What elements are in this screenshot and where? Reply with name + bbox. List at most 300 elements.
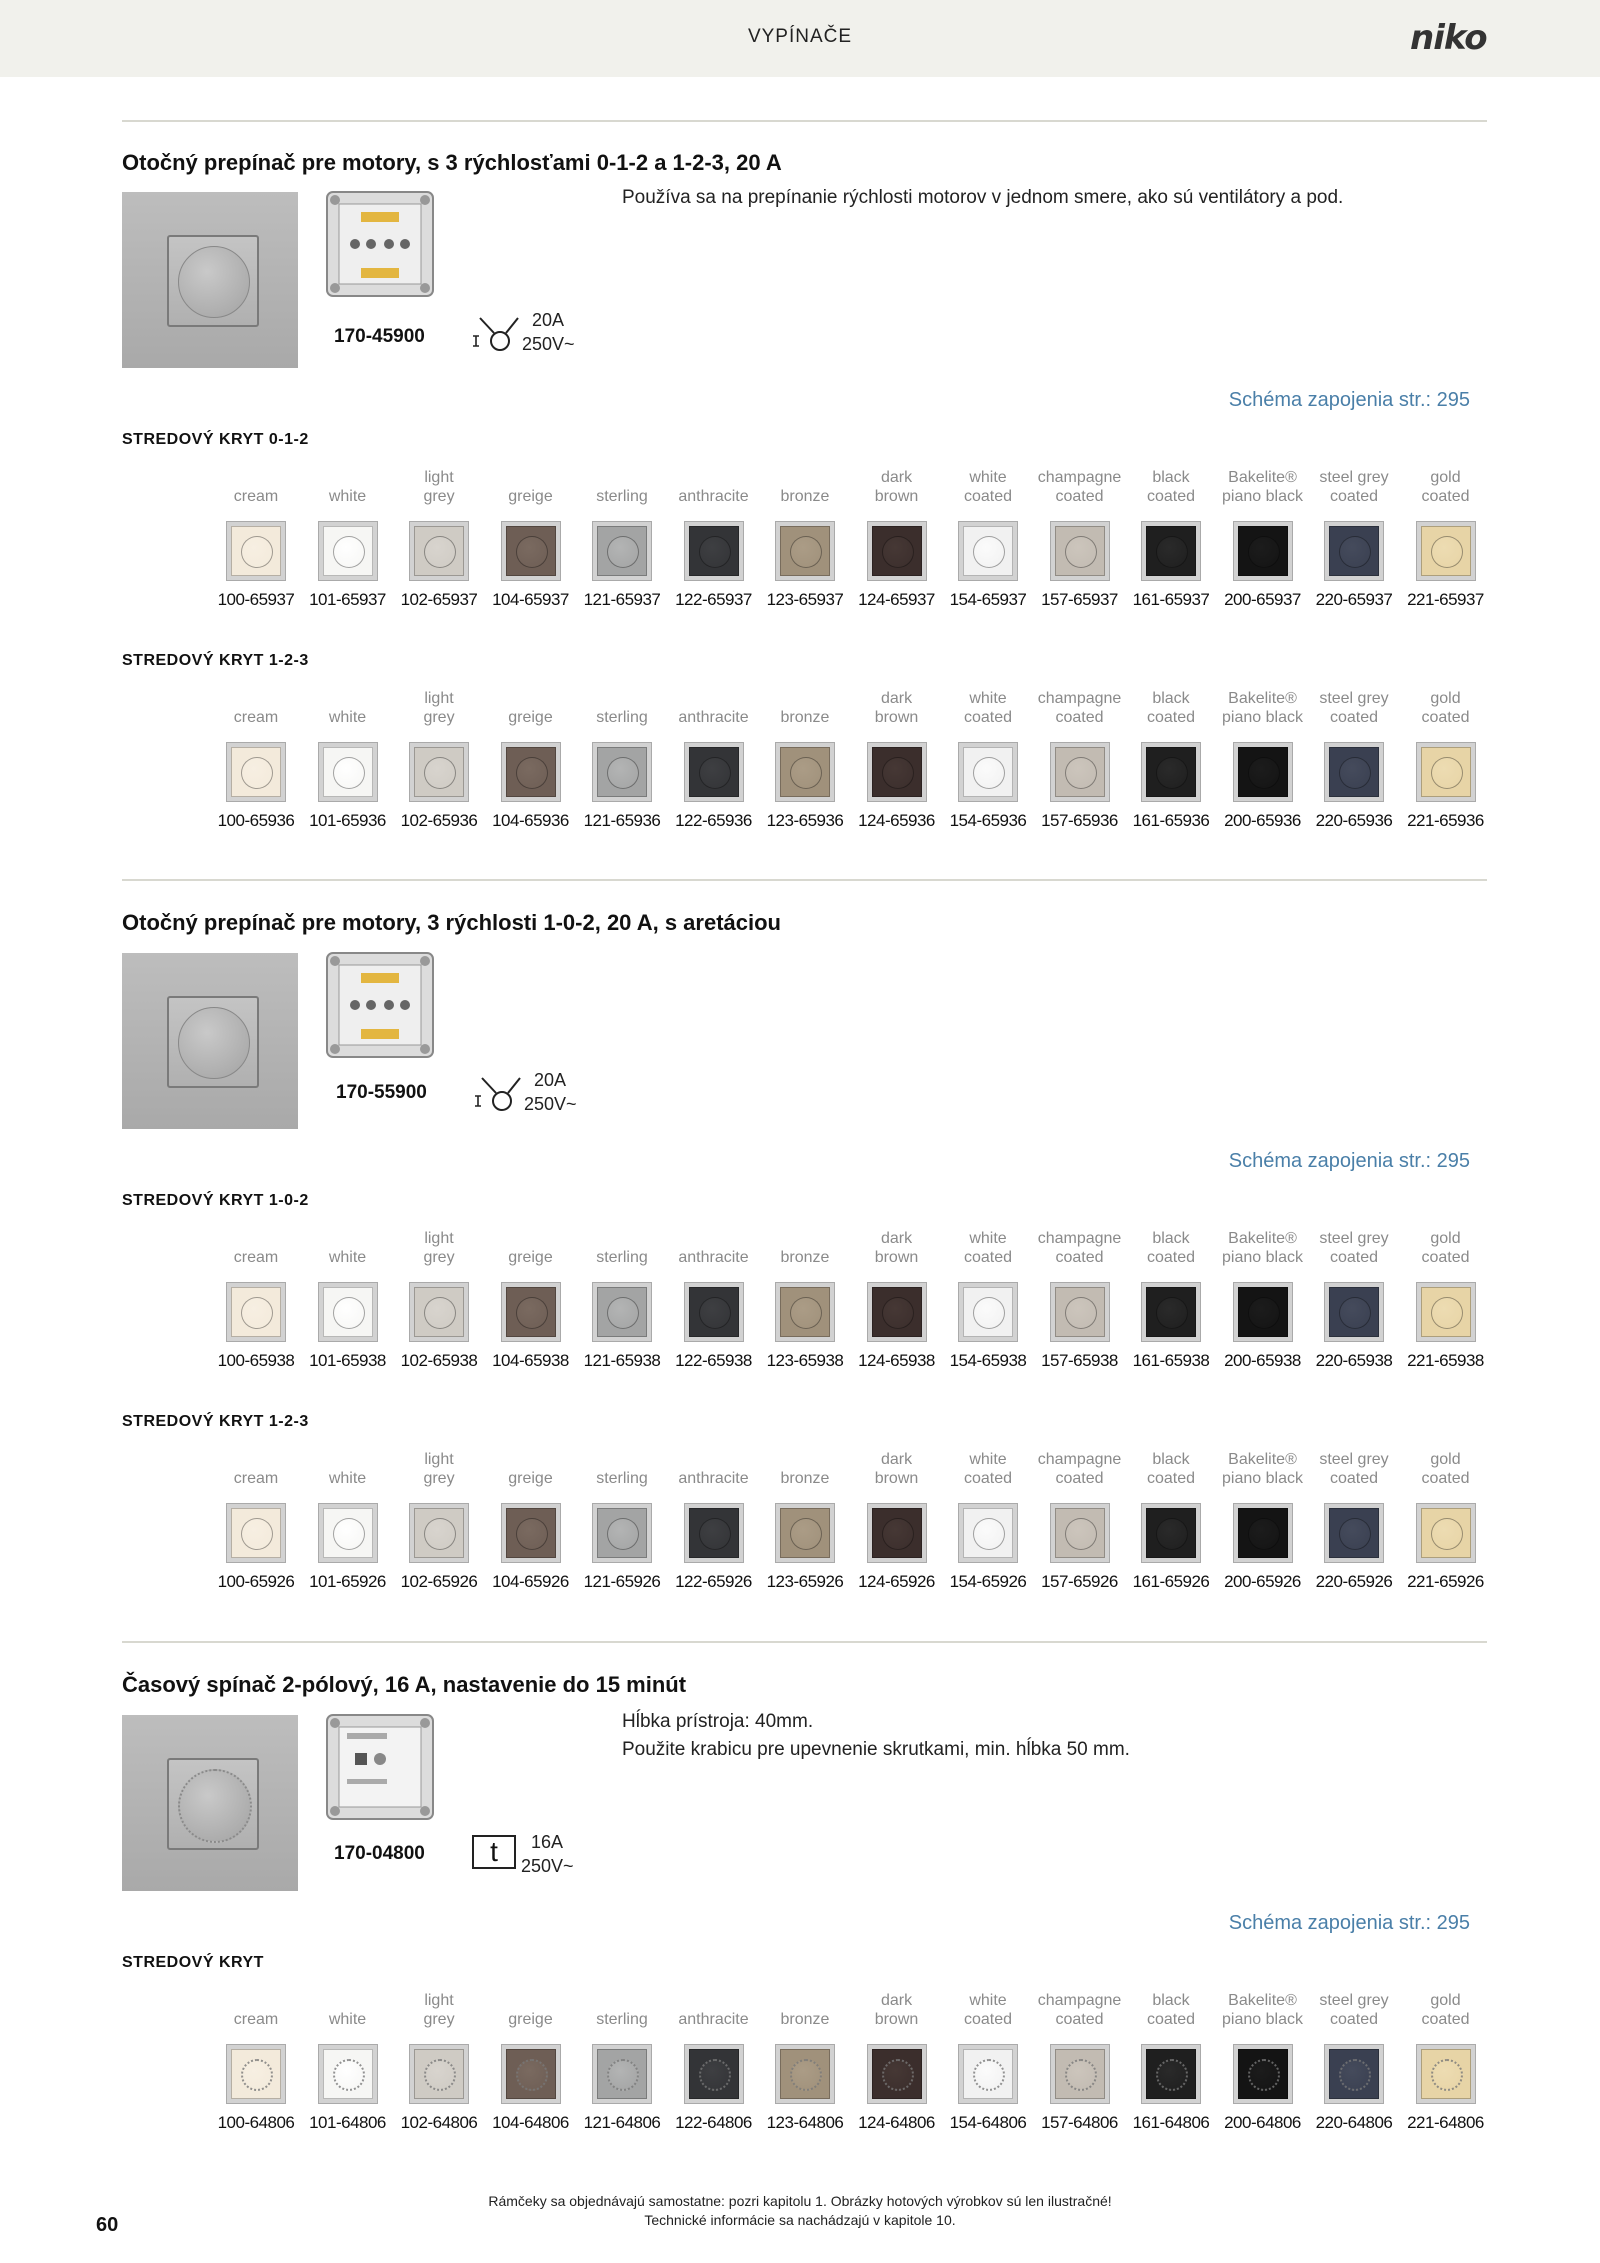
- color-name-line2: piano black: [1222, 1249, 1303, 1266]
- color-name-line2: anthracite: [678, 709, 749, 726]
- color-name: [576, 1229, 668, 1269]
- color-name: [1400, 1991, 1492, 2031]
- cover-swatch: [1416, 1282, 1476, 1342]
- article-code: 121-65938: [583, 1351, 661, 1370]
- color-name-line2: cream: [233, 1249, 279, 1266]
- article-code: 123-65926: [766, 1572, 844, 1591]
- product-photo: [122, 1715, 298, 1891]
- color-name-line1: gold: [1430, 469, 1461, 486]
- color-name: [942, 1991, 1034, 2031]
- color-name-line1: gold: [1430, 1992, 1461, 2009]
- cover-group-label: STREDOVÝ KRYT: [122, 1954, 264, 1971]
- article-code: 101-65938: [309, 1351, 386, 1370]
- color-name-line2: coated: [963, 709, 1013, 726]
- cover-swatch: [1141, 1503, 1201, 1563]
- part-number: 170-55900: [336, 1082, 427, 1103]
- color-name: [668, 1229, 760, 1269]
- color-name-line2: coated: [1055, 709, 1104, 726]
- article-code: 221-65936: [1407, 811, 1484, 830]
- cover-swatch: [501, 1503, 561, 1563]
- color-name-line2: brown: [874, 488, 919, 505]
- color-name: [302, 468, 394, 508]
- color-name-line1: dark: [880, 1230, 913, 1247]
- mechanism-image: [325, 951, 435, 1059]
- cover-swatch: [1050, 2044, 1110, 2104]
- article-code: 221-65937: [1407, 590, 1484, 609]
- color-name: [1125, 468, 1217, 508]
- mechanism-image: [325, 190, 435, 298]
- cover-swatch: [318, 1282, 378, 1342]
- article-code: 104-65938: [492, 1351, 569, 1370]
- article-code: 104-64806: [492, 2113, 569, 2132]
- color-name-line2: coated: [1329, 709, 1379, 726]
- cover-swatch: [592, 742, 652, 802]
- cover-swatch: [318, 742, 378, 802]
- article-code: 100-65936: [217, 811, 295, 830]
- color-name-line1: white: [969, 469, 1007, 486]
- color-name: [302, 1450, 394, 1490]
- color-name-line2: cream: [233, 488, 279, 505]
- color-name-line2: coated: [1421, 488, 1470, 505]
- cover-swatch: [1050, 1282, 1110, 1342]
- article-code: 102-64806: [400, 2113, 478, 2132]
- color-name: [759, 689, 851, 729]
- divider: [122, 879, 1487, 881]
- article-code: 124-65937: [858, 590, 935, 609]
- article-code: 220-65926: [1315, 1572, 1393, 1591]
- divider: [122, 120, 1487, 122]
- color-name: [942, 689, 1034, 729]
- wiring-diagram-link[interactable]: Schéma zapojenia str.: 295: [1228, 1912, 1470, 1934]
- color-name-line2: white: [328, 1470, 367, 1487]
- mechanism-image: [325, 1713, 435, 1821]
- color-name: [851, 468, 943, 508]
- cover-swatch: [1416, 2044, 1476, 2104]
- color-name-line2: cream: [233, 2011, 279, 2028]
- article-code: 221-65938: [1407, 1351, 1484, 1370]
- rating: [524, 1068, 577, 1116]
- cover-swatch: [867, 1282, 927, 1342]
- cover-swatch: [1233, 521, 1293, 581]
- article-code: 157-65937: [1041, 590, 1118, 609]
- color-name: [1125, 689, 1217, 729]
- article-code: 200-65937: [1224, 590, 1301, 609]
- color-name-line1: light: [424, 469, 454, 486]
- color-name-line2: grey: [423, 2011, 455, 2028]
- color-name-line2: white: [328, 709, 367, 726]
- color-name: [1308, 689, 1400, 729]
- color-name-line2: coated: [963, 1249, 1013, 1266]
- color-name: [210, 689, 302, 729]
- article-code: 157-65936: [1041, 811, 1118, 830]
- color-variant-grid: [0, 468, 1600, 628]
- article-code: 123-64806: [766, 2113, 844, 2132]
- color-variant-grid: [0, 689, 1600, 849]
- cover-swatch: [958, 1282, 1018, 1342]
- cover-swatch: [1324, 1503, 1384, 1563]
- cover-swatch: [1141, 1282, 1201, 1342]
- cover-swatch: [1050, 1503, 1110, 1563]
- color-name-line2: grey: [423, 488, 455, 505]
- cover-swatch: [958, 521, 1018, 581]
- color-name: [1308, 468, 1400, 508]
- color-variant-grid: [0, 1991, 1600, 2151]
- color-name-line2: greige: [508, 1470, 553, 1487]
- color-name-line1: dark: [880, 1451, 913, 1468]
- color-name-line2: sterling: [596, 488, 648, 505]
- article-code: 122-65936: [675, 811, 752, 830]
- cover-swatch: [1233, 1503, 1293, 1563]
- color-name: [485, 689, 577, 729]
- article-code: 220-65936: [1315, 811, 1393, 830]
- color-name: [668, 689, 760, 729]
- color-name-line2: brown: [874, 1470, 919, 1487]
- color-name-line2: white: [328, 1249, 367, 1266]
- cover-swatch: [958, 742, 1018, 802]
- article-code: 123-65936: [766, 811, 844, 830]
- article-code: 100-65937: [217, 590, 295, 609]
- color-name-line2: coated: [1055, 1470, 1104, 1487]
- article-code: 220-64806: [1315, 2113, 1393, 2132]
- cover-swatch: [318, 521, 378, 581]
- cover-swatch: [1324, 2044, 1384, 2104]
- color-name: [302, 1991, 394, 2031]
- color-name: [759, 1991, 851, 2031]
- color-name: [393, 468, 485, 508]
- cover-swatch: [775, 2044, 835, 2104]
- color-name: [759, 1450, 851, 1490]
- color-name-line2: coated: [1146, 1249, 1196, 1266]
- color-name-line1: black: [1152, 1451, 1190, 1468]
- cover-swatch: [684, 1282, 744, 1342]
- color-name: [302, 1229, 394, 1269]
- page-number: 60: [96, 2214, 119, 2236]
- color-name-line2: sterling: [596, 709, 648, 726]
- cover-swatch: [775, 521, 835, 581]
- color-name: [210, 1450, 302, 1490]
- color-name: [1308, 1991, 1400, 2031]
- color-name-line2: coated: [1146, 709, 1196, 726]
- cover-swatch: [501, 2044, 561, 2104]
- article-code: 124-65938: [858, 1351, 935, 1370]
- cover-swatch: [592, 2044, 652, 2104]
- cover-swatch: [1233, 2044, 1293, 2104]
- section-title: Otočný prepínač pre motory, s 3 rýchlosťami 0-1-2 a 1-2-3, 20 A: [122, 150, 782, 175]
- article-code: 161-65937: [1132, 590, 1210, 609]
- color-name-line1: champagne: [1037, 1451, 1122, 1468]
- article-code: 121-64806: [583, 2113, 661, 2132]
- article-code: 104-65936: [492, 811, 569, 830]
- color-name-line1: Bakelite®: [1228, 690, 1297, 707]
- cover-group-label: STREDOVÝ KRYT 1-0-2: [122, 1192, 309, 1209]
- article-code: 122-65926: [675, 1572, 752, 1591]
- color-name-line1: steel grey: [1319, 1992, 1389, 2009]
- color-name-line2: grey: [423, 1470, 455, 1487]
- cover-swatch: [1141, 521, 1201, 581]
- cover-swatch: [1050, 521, 1110, 581]
- color-name-line2: anthracite: [678, 1249, 749, 1266]
- article-code: 121-65937: [583, 590, 661, 609]
- color-name-line1: black: [1152, 690, 1190, 707]
- color-name: [1125, 1450, 1217, 1490]
- color-name-line1: light: [424, 1451, 454, 1468]
- cover-swatch: [775, 742, 835, 802]
- article-code: 104-65937: [492, 590, 569, 609]
- color-name-line2: piano black: [1222, 2011, 1303, 2028]
- article-code: 154-65937: [949, 590, 1027, 609]
- cover-swatch: [226, 1503, 286, 1563]
- color-name: [942, 1229, 1034, 1269]
- color-name-line2: coated: [1421, 1249, 1470, 1266]
- color-name: [393, 1991, 485, 2031]
- cover-swatch: [592, 1503, 652, 1563]
- color-name-line2: coated: [1329, 2011, 1379, 2028]
- rating-voltage: 250V~: [524, 1094, 577, 1114]
- color-name-line2: bronze: [780, 488, 830, 505]
- color-name-line1: dark: [880, 469, 913, 486]
- article-code: 221-64806: [1407, 2113, 1484, 2132]
- color-name: [668, 1991, 760, 2031]
- color-name-line1: steel grey: [1319, 690, 1389, 707]
- color-name-line1: Bakelite®: [1228, 1992, 1297, 2009]
- article-code: 220-65937: [1315, 590, 1393, 609]
- color-name-line2: coated: [963, 2011, 1013, 2028]
- color-name-line1: dark: [880, 1992, 913, 2009]
- color-name-line1: Bakelite®: [1228, 469, 1297, 486]
- color-name-line2: brown: [874, 2011, 919, 2028]
- article-code: 161-64806: [1132, 2113, 1210, 2132]
- rating: [522, 308, 575, 356]
- color-name-line2: cream: [233, 1470, 279, 1487]
- cover-swatch: [775, 1282, 835, 1342]
- article-code: 154-65926: [949, 1572, 1027, 1591]
- color-name-line2: sterling: [596, 1470, 648, 1487]
- article-code: 122-65937: [675, 590, 752, 609]
- color-name-line1: gold: [1430, 1230, 1461, 1247]
- product-description: Používa sa na prepínanie rýchlosti motorov v jednom smere, ako sú ventilátory a pod.: [622, 187, 1344, 208]
- article-code: 200-65938: [1224, 1351, 1301, 1370]
- color-name-line1: steel grey: [1319, 1230, 1389, 1247]
- product-description: Použite krabicu pre upevnenie skrutkami, min. hĺbka 50 mm.: [622, 1739, 1130, 1760]
- color-name-line2: coated: [1421, 1470, 1470, 1487]
- color-name-line1: Bakelite®: [1228, 1451, 1297, 1468]
- color-name-line2: white: [328, 2011, 367, 2028]
- color-name: [668, 1450, 760, 1490]
- wiring-diagram-link[interactable]: Schéma zapojenia str.: 295: [1228, 389, 1470, 411]
- color-name: [1217, 1450, 1309, 1490]
- article-code: 124-64806: [858, 2113, 935, 2132]
- color-name-line2: coated: [1146, 2011, 1196, 2028]
- color-name-line2: coated: [1146, 488, 1196, 505]
- color-name: [393, 1450, 485, 1490]
- cover-group-label: STREDOVÝ KRYT 0-1-2: [122, 431, 309, 448]
- color-name: [1125, 1229, 1217, 1269]
- color-name: [393, 1229, 485, 1269]
- cover-swatch: [1416, 521, 1476, 581]
- article-code: 102-65938: [400, 1351, 478, 1370]
- rating-current: 16A: [531, 1832, 564, 1852]
- color-name-line2: greige: [508, 2011, 553, 2028]
- color-name: [576, 1450, 668, 1490]
- color-name-line2: coated: [1055, 1249, 1104, 1266]
- color-name: [1034, 1991, 1126, 2031]
- section-title: Otočný prepínač pre motory, 3 rýchlosti 1-0-2, 20 A, s aretáciou: [122, 910, 781, 935]
- cover-swatch: [226, 2044, 286, 2104]
- wiring-diagram-link[interactable]: Schéma zapojenia str.: 295: [1228, 1150, 1470, 1172]
- color-name: [576, 468, 668, 508]
- cover-swatch: [501, 1282, 561, 1342]
- cover-swatch: [409, 1282, 469, 1342]
- color-name-line2: coated: [963, 488, 1013, 505]
- part-number: 170-04800: [334, 1843, 425, 1864]
- color-name-line1: light: [424, 690, 454, 707]
- color-name: [485, 1991, 577, 2031]
- color-name-line1: white: [969, 1451, 1007, 1468]
- color-name: [485, 1229, 577, 1269]
- cover-swatch: [409, 2044, 469, 2104]
- chapter-title: VYPÍNAČE: [747, 26, 853, 47]
- color-name: [485, 468, 577, 508]
- cover-swatch: [1416, 742, 1476, 802]
- article-code: 221-65926: [1407, 1572, 1484, 1591]
- article-code: 102-65937: [400, 590, 478, 609]
- color-name-line2: coated: [1146, 1470, 1196, 1487]
- cover-swatch: [226, 1282, 286, 1342]
- section-title: Časový spínač 2-pólový, 16 A, nastavenie do 15 minút: [122, 1672, 687, 1697]
- timer-symbol: [472, 1835, 516, 1869]
- color-name-line2: coated: [1421, 709, 1470, 726]
- color-name: [1308, 1450, 1400, 1490]
- color-name: [1400, 468, 1492, 508]
- color-variant-grid: [0, 1229, 1600, 1389]
- color-name-line2: brown: [874, 709, 919, 726]
- footer-line: Technické informácie sa nachádzajú v kapitole 10.: [644, 2212, 956, 2228]
- color-name: [759, 1229, 851, 1269]
- color-name: [851, 689, 943, 729]
- rotary-switch-symbol: [472, 1068, 522, 1118]
- color-name: [1125, 1991, 1217, 2031]
- cover-swatch: [226, 742, 286, 802]
- color-name-line2: coated: [1055, 2011, 1104, 2028]
- color-name: [851, 1229, 943, 1269]
- article-code: 102-65926: [400, 1572, 478, 1591]
- color-variant-grid: [0, 1450, 1600, 1610]
- color-name-line1: steel grey: [1319, 469, 1389, 486]
- color-name-line1: light: [424, 1992, 454, 2009]
- color-name-line1: gold: [1430, 1451, 1461, 1468]
- cover-swatch: [226, 521, 286, 581]
- color-name-line2: coated: [1421, 2011, 1470, 2028]
- color-name: [759, 468, 851, 508]
- cover-swatch: [409, 742, 469, 802]
- article-code: 123-65937: [766, 590, 844, 609]
- article-code: 102-65936: [400, 811, 478, 830]
- color-name-line1: black: [1152, 1992, 1190, 2009]
- color-name: [210, 1991, 302, 2031]
- color-name-line2: coated: [1329, 1249, 1379, 1266]
- niko-logo: niko: [1410, 18, 1487, 58]
- color-name: [210, 1229, 302, 1269]
- color-name-line1: champagne: [1037, 690, 1122, 707]
- color-name: [576, 689, 668, 729]
- cover-swatch: [775, 1503, 835, 1563]
- product-description: Hĺbka prístroja: 40mm.: [622, 1711, 814, 1732]
- cover-swatch: [1324, 1282, 1384, 1342]
- color-name-line2: greige: [508, 1249, 553, 1266]
- color-name-line1: champagne: [1037, 1992, 1122, 2009]
- color-name: [1217, 468, 1309, 508]
- color-name-line2: coated: [1329, 488, 1379, 505]
- color-name-line1: Bakelite®: [1228, 1230, 1297, 1247]
- cover-swatch: [958, 2044, 1018, 2104]
- color-name-line2: white: [328, 488, 367, 505]
- article-code: 157-65926: [1041, 1572, 1118, 1591]
- color-name-line2: anthracite: [678, 2011, 749, 2028]
- product-photo: [122, 192, 298, 368]
- cover-swatch: [684, 521, 744, 581]
- article-code: 157-65938: [1041, 1351, 1118, 1370]
- cover-group-label: STREDOVÝ KRYT 1-2-3: [122, 652, 309, 669]
- article-code: 100-65926: [217, 1572, 295, 1591]
- cover-swatch: [318, 2044, 378, 2104]
- cover-swatch: [867, 742, 927, 802]
- color-name-line1: champagne: [1037, 469, 1122, 486]
- article-code: 154-64806: [949, 2113, 1027, 2132]
- article-code: 122-65938: [675, 1351, 752, 1370]
- cover-swatch: [1050, 742, 1110, 802]
- article-code: 101-64806: [309, 2113, 386, 2132]
- cover-swatch: [867, 521, 927, 581]
- color-name: [942, 468, 1034, 508]
- color-name: [1034, 689, 1126, 729]
- color-name-line1: dark: [880, 690, 913, 707]
- article-code: 100-64806: [217, 2113, 295, 2132]
- cover-group-label: STREDOVÝ KRYT 1-2-3: [122, 1413, 309, 1430]
- article-code: 121-65926: [583, 1572, 661, 1591]
- page-header: [0, 0, 1600, 77]
- footer-line: Rámčeky sa objednávajú samostatne: pozri kapitolu 1. Obrázky hotových výrobkov sú len ilustračné!: [488, 2193, 1112, 2209]
- color-name: [1400, 689, 1492, 729]
- color-name: [1217, 1991, 1309, 2031]
- cover-swatch: [318, 1503, 378, 1563]
- cover-swatch: [592, 1282, 652, 1342]
- color-name-line2: sterling: [596, 1249, 648, 1266]
- cover-swatch: [1233, 742, 1293, 802]
- cover-swatch: [1324, 521, 1384, 581]
- cover-swatch: [409, 1503, 469, 1563]
- cover-swatch: [501, 521, 561, 581]
- color-name: [302, 689, 394, 729]
- color-name-line1: light: [424, 1230, 454, 1247]
- color-name-line1: champagne: [1037, 1230, 1122, 1247]
- article-code: 154-65936: [949, 811, 1027, 830]
- cover-swatch: [684, 2044, 744, 2104]
- color-name: [1217, 1229, 1309, 1269]
- color-name: [668, 468, 760, 508]
- rating-voltage: 250V~: [521, 1856, 574, 1876]
- color-name-line2: piano black: [1222, 709, 1303, 726]
- article-code: 121-65936: [583, 811, 661, 830]
- product-photo: [122, 953, 298, 1129]
- rotary-switch-symbol: [470, 308, 520, 358]
- cover-swatch: [1324, 742, 1384, 802]
- article-code: 124-65926: [858, 1572, 935, 1591]
- color-name: [851, 1450, 943, 1490]
- color-name-line1: steel grey: [1319, 1451, 1389, 1468]
- cover-swatch: [592, 521, 652, 581]
- cover-swatch: [1233, 1282, 1293, 1342]
- article-code: 154-65938: [949, 1351, 1027, 1370]
